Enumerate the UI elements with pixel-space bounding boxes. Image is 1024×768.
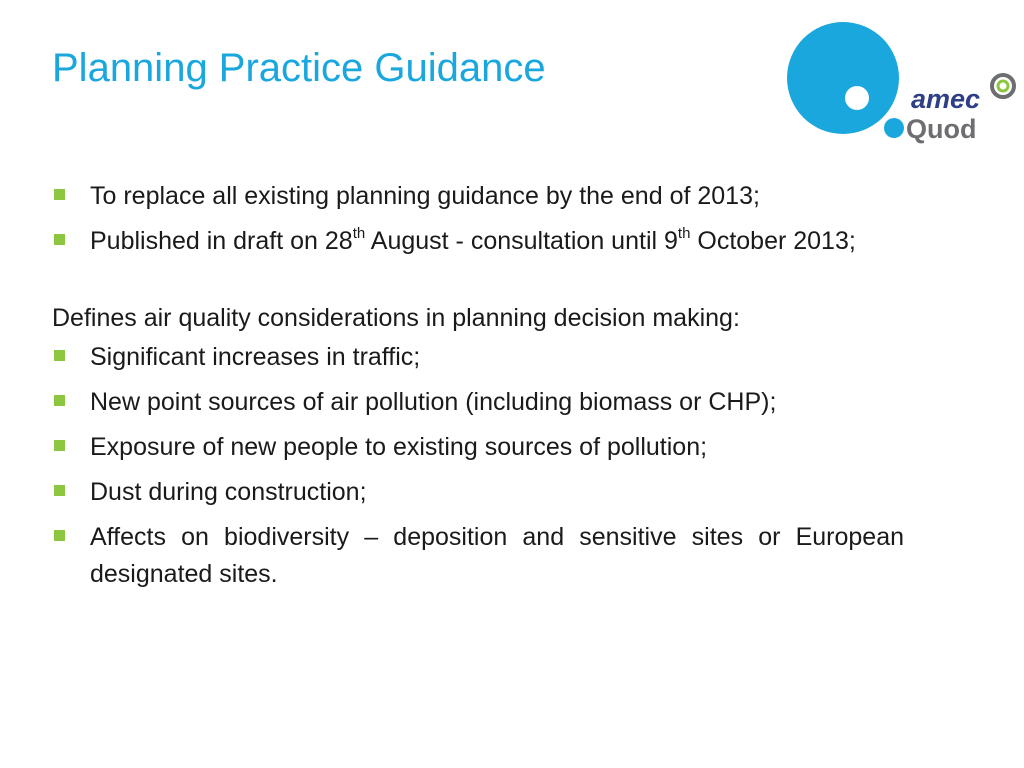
list-item — [52, 429, 904, 466]
list-item — [52, 474, 904, 511]
list-item — [52, 339, 904, 376]
list-item-text: October 2013; — [690, 227, 856, 255]
amec-quod-logo — [784, 16, 1024, 146]
bullet-square-icon — [54, 485, 65, 496]
logo-graphic — [784, 16, 1024, 146]
bullet-square-icon — [54, 189, 65, 200]
bullet-square-icon — [54, 234, 65, 245]
bullet-square-icon — [54, 440, 65, 451]
logo-small-circle — [884, 118, 904, 138]
logo-ring-inner — [998, 81, 1008, 91]
logo-text-amec: amec — [911, 84, 981, 114]
bullet-list-top — [52, 178, 904, 260]
slide-title: Planning Practice Guidance — [52, 46, 546, 90]
bullet-list-bottom — [52, 339, 904, 593]
superscript: th — [352, 225, 366, 242]
section-paragraph: Defines air quality considerations in planning decision making: — [52, 304, 740, 332]
list-item-text: Published in draft on 28 — [90, 227, 353, 255]
list-item — [52, 223, 904, 260]
list-item-text: Exposure of new people to existing sources of pollution; — [90, 433, 708, 461]
list-item — [52, 384, 904, 421]
bullet-square-icon — [54, 350, 65, 361]
bullet-square-icon — [54, 530, 65, 541]
list-item — [52, 519, 904, 593]
list-item-text: Affects on biodiversity – deposition and sensitive sites or European designated sites. — [90, 523, 904, 588]
list-item-text: To replace all existing planning guidance by the end of 2013; — [90, 182, 760, 210]
logo-ring-outer — [992, 75, 1014, 97]
bullet-square-icon — [54, 395, 65, 406]
logo-white-dot — [845, 86, 869, 110]
list-item — [52, 178, 904, 215]
list-item-text: August - consultation until 9 — [365, 227, 678, 255]
logo-text-quod: Quod — [906, 114, 977, 144]
slide-content — [52, 178, 904, 601]
list-item-text: Significant increases in traffic; — [90, 343, 421, 371]
list-item-text: New point sources of air pollution (including biomass or CHP); — [90, 388, 777, 416]
logo-big-circle — [787, 22, 899, 134]
list-item-text: Dust during construction; — [90, 478, 367, 506]
superscript: th — [677, 225, 691, 242]
